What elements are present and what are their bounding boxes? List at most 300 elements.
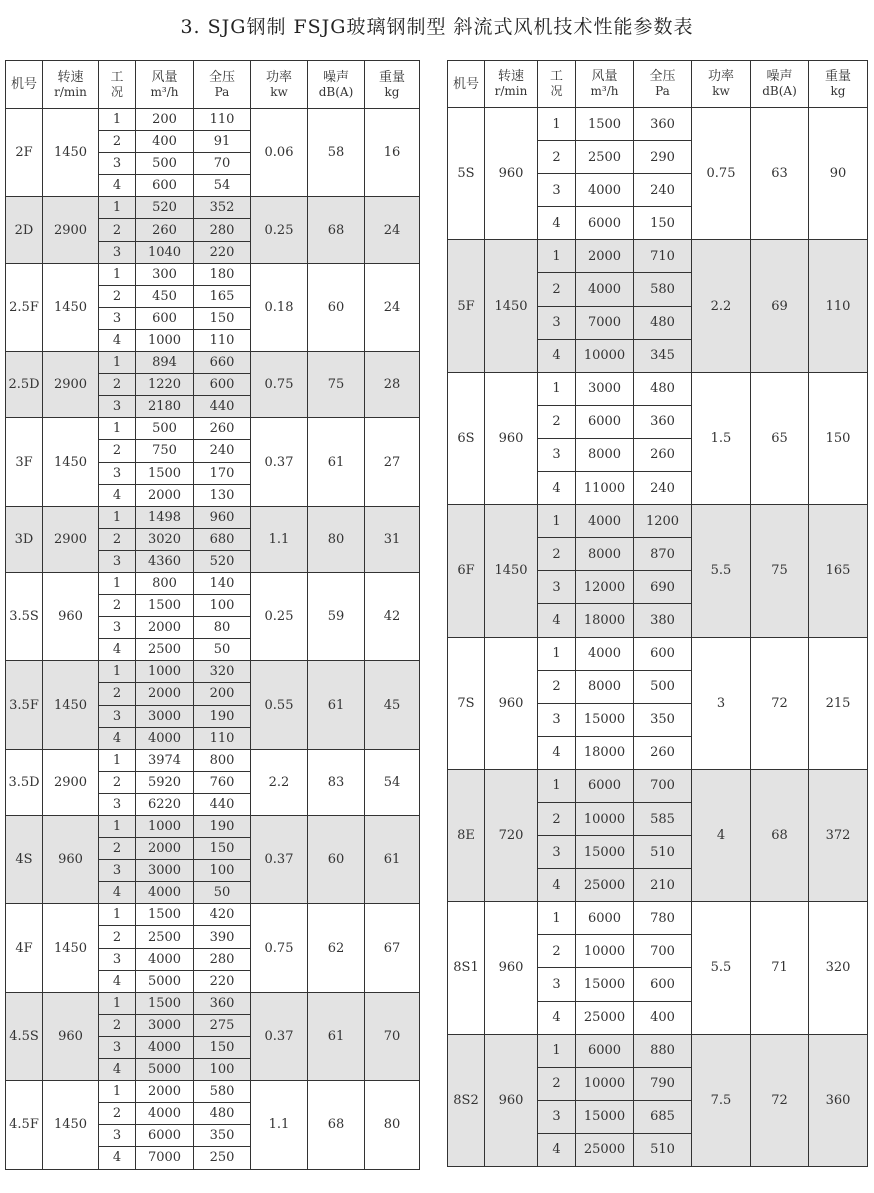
condition-cell: 1 xyxy=(99,816,136,838)
flow-cell: 6000 xyxy=(576,902,634,935)
header-label: 重量 xyxy=(378,69,405,85)
flow-cell: 12000 xyxy=(576,571,634,604)
header-speed xyxy=(485,61,538,108)
condition-cell: 1 xyxy=(99,197,136,219)
header-label: 功率 xyxy=(265,69,292,85)
flow-cell: 25000 xyxy=(576,1133,634,1166)
power-cell: 2.2 xyxy=(251,749,308,815)
flow-cell: 2000 xyxy=(136,617,194,639)
power-cell: 7.5 xyxy=(692,1034,751,1166)
header-label: 功率 xyxy=(707,69,734,84)
weight-cell: 70 xyxy=(365,992,420,1080)
header-unit: Pa xyxy=(214,84,230,99)
pressure-cell: 50 xyxy=(194,639,251,661)
condition-cell: 3 xyxy=(99,793,136,815)
condition-cell: 1 xyxy=(99,992,136,1014)
pressure-cell: 360 xyxy=(634,108,692,141)
table-row xyxy=(448,1034,868,1067)
pressure-cell: 240 xyxy=(634,174,692,207)
power-cell: 5.5 xyxy=(692,505,751,637)
flow-cell: 25000 xyxy=(576,869,634,902)
flow-cell: 6000 xyxy=(576,405,634,438)
header-label: 风量 xyxy=(151,69,178,85)
flow-cell: 800 xyxy=(136,572,194,594)
noise-cell: 69 xyxy=(751,240,809,372)
noise-cell: 80 xyxy=(308,506,365,572)
flow-cell: 300 xyxy=(136,263,194,285)
condition-cell: 4 xyxy=(99,970,136,992)
header-power xyxy=(251,61,308,109)
pressure-cell: 880 xyxy=(634,1034,692,1067)
model-cell: 4.5S xyxy=(6,992,43,1080)
condition-cell: 4 xyxy=(538,1001,576,1034)
flow-cell: 3974 xyxy=(136,749,194,771)
condition-cell: 2 xyxy=(538,538,576,571)
table-row xyxy=(448,637,868,670)
weight-cell: 215 xyxy=(809,637,868,769)
power-cell: 1.1 xyxy=(251,506,308,572)
pressure-cell: 290 xyxy=(634,141,692,174)
speed-cell: 960 xyxy=(485,372,538,504)
condition-cell: 3 xyxy=(538,174,576,207)
weight-cell: 45 xyxy=(365,661,420,749)
model-cell: 4F xyxy=(6,904,43,992)
flow-cell: 3000 xyxy=(136,860,194,882)
model-cell: 2.5D xyxy=(6,352,43,418)
pressure-cell: 210 xyxy=(634,869,692,902)
condition-cell: 3 xyxy=(538,306,576,339)
flow-cell: 15000 xyxy=(576,968,634,1001)
flow-cell: 18000 xyxy=(576,604,634,637)
noise-cell: 63 xyxy=(751,108,809,240)
weight-cell: 165 xyxy=(809,505,868,637)
flow-cell: 1000 xyxy=(136,816,194,838)
condition-cell: 1 xyxy=(538,240,576,273)
pressure-cell: 320 xyxy=(194,661,251,683)
flow-cell: 5000 xyxy=(136,970,194,992)
header-weight xyxy=(809,61,868,108)
power-cell: 0.06 xyxy=(251,109,308,197)
pressure-cell: 150 xyxy=(634,207,692,240)
flow-cell: 8000 xyxy=(576,538,634,571)
weight-cell: 24 xyxy=(365,263,420,351)
condition-cell: 4 xyxy=(538,207,576,240)
condition-cell: 2 xyxy=(538,141,576,174)
flow-cell: 2000 xyxy=(136,683,194,705)
weight-cell: 80 xyxy=(365,1081,420,1169)
pressure-cell: 480 xyxy=(634,306,692,339)
flow-cell: 6220 xyxy=(136,793,194,815)
condition-cell: 2 xyxy=(99,771,136,793)
condition-cell: 4 xyxy=(538,339,576,372)
flow-cell: 18000 xyxy=(576,736,634,769)
power-cell: 0.75 xyxy=(251,904,308,992)
pressure-cell: 400 xyxy=(634,1001,692,1034)
flow-cell: 4000 xyxy=(136,1036,194,1058)
noise-cell: 75 xyxy=(308,352,365,418)
flow-cell: 750 xyxy=(136,440,194,462)
condition-cell: 2 xyxy=(99,1014,136,1036)
noise-cell: 60 xyxy=(308,816,365,904)
model-cell: 5S xyxy=(448,108,485,240)
pressure-cell: 54 xyxy=(194,175,251,197)
table-row xyxy=(6,352,420,374)
flow-cell: 25000 xyxy=(576,1001,634,1034)
pressure-cell: 190 xyxy=(194,705,251,727)
condition-cell: 3 xyxy=(99,860,136,882)
noise-cell: 75 xyxy=(751,505,809,637)
flow-cell: 10000 xyxy=(576,339,634,372)
condition-cell: 3 xyxy=(538,836,576,869)
speed-cell: 960 xyxy=(485,637,538,769)
weight-cell: 24 xyxy=(365,197,420,263)
speed-cell: 1450 xyxy=(43,418,99,506)
power-cell: 4 xyxy=(692,769,751,901)
header-power xyxy=(692,61,751,108)
pressure-cell: 260 xyxy=(634,736,692,769)
power-cell: 0.25 xyxy=(251,197,308,263)
header-unit: 况 xyxy=(110,84,123,99)
condition-cell: 2 xyxy=(99,440,136,462)
speed-cell: 960 xyxy=(485,902,538,1034)
condition-cell: 2 xyxy=(99,285,136,307)
condition-cell: 1 xyxy=(538,108,576,141)
weight-cell: 27 xyxy=(365,418,420,506)
flow-cell: 2180 xyxy=(136,396,194,418)
power-cell: 1.5 xyxy=(692,372,751,504)
condition-cell: 4 xyxy=(99,484,136,506)
flow-cell: 5000 xyxy=(136,1059,194,1081)
noise-cell: 61 xyxy=(308,418,365,506)
condition-cell: 2 xyxy=(99,595,136,617)
header-unit: 况 xyxy=(550,84,563,98)
header-label: 机号 xyxy=(10,77,37,92)
flow-cell: 2500 xyxy=(136,926,194,948)
power-cell: 0.55 xyxy=(251,661,308,749)
condition-cell: 2 xyxy=(99,528,136,550)
model-cell: 2F xyxy=(6,109,43,197)
pressure-cell: 50 xyxy=(194,882,251,904)
flow-cell: 15000 xyxy=(576,836,634,869)
power-cell: 1.1 xyxy=(251,1081,308,1169)
condition-cell: 4 xyxy=(538,869,576,902)
condition-cell: 1 xyxy=(99,352,136,374)
pressure-cell: 275 xyxy=(194,1014,251,1036)
header-label: 噪声 xyxy=(322,69,349,85)
table-row xyxy=(6,661,420,683)
flow-cell: 4360 xyxy=(136,550,194,572)
noise-cell: 71 xyxy=(751,902,809,1034)
pressure-cell: 260 xyxy=(634,438,692,471)
condition-cell: 4 xyxy=(99,329,136,351)
header-flow xyxy=(136,61,194,109)
weight-cell: 67 xyxy=(365,904,420,992)
flow-cell: 8000 xyxy=(576,438,634,471)
table-row xyxy=(6,263,420,285)
flow-cell: 10000 xyxy=(576,935,634,968)
speed-cell: 1450 xyxy=(43,904,99,992)
model-cell: 7S xyxy=(448,637,485,769)
noise-cell: 60 xyxy=(308,263,365,351)
table-row xyxy=(448,372,868,405)
pressure-cell: 870 xyxy=(634,538,692,571)
condition-cell: 2 xyxy=(99,131,136,153)
pressure-cell: 150 xyxy=(194,838,251,860)
condition-cell: 2 xyxy=(538,273,576,306)
flow-cell: 3000 xyxy=(136,1014,194,1036)
pressure-cell: 100 xyxy=(194,1059,251,1081)
flow-cell: 894 xyxy=(136,352,194,374)
pressure-cell: 170 xyxy=(194,462,251,484)
pressure-cell: 390 xyxy=(194,926,251,948)
condition-cell: 3 xyxy=(99,1125,136,1147)
power-cell: 3 xyxy=(692,637,751,769)
condition-cell: 3 xyxy=(99,153,136,175)
header-model xyxy=(448,61,485,108)
flow-cell: 1040 xyxy=(136,241,194,263)
model-cell: 3.5S xyxy=(6,572,43,660)
condition-cell: 3 xyxy=(99,241,136,263)
condition-cell: 2 xyxy=(538,802,576,835)
flow-cell: 3020 xyxy=(136,528,194,550)
header-label: 全压 xyxy=(208,69,235,85)
weight-cell: 110 xyxy=(809,240,868,372)
condition-cell: 4 xyxy=(99,882,136,904)
condition-cell: 1 xyxy=(538,372,576,405)
flow-cell: 6000 xyxy=(576,207,634,240)
condition-cell: 4 xyxy=(99,639,136,661)
flow-cell: 1220 xyxy=(136,374,194,396)
condition-cell: 1 xyxy=(99,263,136,285)
table-row xyxy=(6,418,420,440)
noise-cell: 72 xyxy=(751,1034,809,1166)
pressure-cell: 70 xyxy=(194,153,251,175)
pressure-cell: 180 xyxy=(194,263,251,285)
power-cell: 2.2 xyxy=(692,240,751,372)
pressure-cell: 352 xyxy=(194,197,251,219)
model-cell: 6S xyxy=(448,372,485,504)
pressure-cell: 760 xyxy=(194,771,251,793)
pressure-cell: 440 xyxy=(194,396,251,418)
header-noise xyxy=(751,61,809,108)
pressure-cell: 200 xyxy=(194,683,251,705)
pressure-cell: 150 xyxy=(194,1036,251,1058)
table-row xyxy=(6,506,420,528)
weight-cell: 42 xyxy=(365,572,420,660)
flow-cell: 4000 xyxy=(576,505,634,538)
condition-cell: 3 xyxy=(538,703,576,736)
header-pressure xyxy=(634,61,692,108)
pressure-cell: 100 xyxy=(194,860,251,882)
table-row xyxy=(6,749,420,771)
speed-cell: 1450 xyxy=(43,109,99,197)
noise-cell: 72 xyxy=(751,637,809,769)
pressure-cell: 700 xyxy=(634,935,692,968)
condition-cell: 3 xyxy=(538,1100,576,1133)
pressure-cell: 660 xyxy=(194,352,251,374)
flow-cell: 10000 xyxy=(576,1067,634,1100)
pressure-cell: 100 xyxy=(194,595,251,617)
condition-cell: 2 xyxy=(99,219,136,241)
header-speed xyxy=(43,61,99,109)
pressure-cell: 350 xyxy=(634,703,692,736)
pressure-cell: 690 xyxy=(634,571,692,604)
condition-cell: 3 xyxy=(99,396,136,418)
flow-cell: 11000 xyxy=(576,472,634,505)
pressure-cell: 91 xyxy=(194,131,251,153)
condition-cell: 2 xyxy=(538,670,576,703)
table-row xyxy=(448,902,868,935)
flow-cell: 7000 xyxy=(136,1147,194,1169)
pressure-cell: 220 xyxy=(194,970,251,992)
speed-cell: 1450 xyxy=(485,505,538,637)
flow-cell: 1500 xyxy=(136,992,194,1014)
power-cell: 0.37 xyxy=(251,418,308,506)
pressure-cell: 350 xyxy=(194,1125,251,1147)
weight-cell: 16 xyxy=(365,109,420,197)
pressure-cell: 110 xyxy=(194,727,251,749)
table-row xyxy=(6,992,420,1014)
condition-cell: 1 xyxy=(538,769,576,802)
noise-cell: 62 xyxy=(308,904,365,992)
pressure-cell: 360 xyxy=(194,992,251,1014)
speed-cell: 1450 xyxy=(43,263,99,351)
speed-cell: 720 xyxy=(485,769,538,901)
noise-cell: 68 xyxy=(751,769,809,901)
header-label: 重量 xyxy=(824,69,851,84)
header-condition xyxy=(538,61,576,108)
weight-cell: 28 xyxy=(365,352,420,418)
pressure-cell: 685 xyxy=(634,1100,692,1133)
flow-cell: 6000 xyxy=(576,769,634,802)
condition-cell: 4 xyxy=(538,1133,576,1166)
header-label: 转速 xyxy=(57,69,84,85)
flow-cell: 2000 xyxy=(576,240,634,273)
condition-cell: 2 xyxy=(538,1067,576,1100)
weight-cell: 61 xyxy=(365,816,420,904)
flow-cell: 600 xyxy=(136,307,194,329)
pressure-cell: 600 xyxy=(194,374,251,396)
speed-cell: 960 xyxy=(485,1034,538,1166)
condition-cell: 1 xyxy=(538,637,576,670)
condition-cell: 1 xyxy=(99,1081,136,1103)
speed-cell: 1450 xyxy=(43,1081,99,1169)
flow-cell: 1500 xyxy=(136,595,194,617)
header-label: 工 xyxy=(549,69,563,84)
flow-cell: 1500 xyxy=(576,108,634,141)
flow-cell: 1000 xyxy=(136,329,194,351)
pressure-cell: 520 xyxy=(194,550,251,572)
speed-cell: 2900 xyxy=(43,506,99,572)
flow-cell: 450 xyxy=(136,285,194,307)
condition-cell: 4 xyxy=(538,736,576,769)
pressure-cell: 580 xyxy=(634,273,692,306)
power-cell: 0.37 xyxy=(251,992,308,1080)
header-unit: kw xyxy=(712,84,730,98)
pressure-cell: 700 xyxy=(634,769,692,802)
pressure-cell: 680 xyxy=(194,528,251,550)
noise-cell: 58 xyxy=(308,109,365,197)
condition-cell: 1 xyxy=(538,1034,576,1067)
pressure-cell: 250 xyxy=(194,1147,251,1169)
header-model xyxy=(6,61,43,109)
header-noise xyxy=(308,61,365,109)
speed-cell: 960 xyxy=(43,816,99,904)
condition-cell: 1 xyxy=(99,109,136,131)
flow-cell: 200 xyxy=(136,109,194,131)
flow-cell: 4000 xyxy=(576,174,634,207)
flow-cell: 4000 xyxy=(136,1103,194,1125)
pressure-cell: 140 xyxy=(194,572,251,594)
condition-cell: 4 xyxy=(538,472,576,505)
pressure-cell: 380 xyxy=(634,604,692,637)
header-unit: kg xyxy=(384,84,400,99)
table-row xyxy=(6,197,420,219)
condition-cell: 3 xyxy=(99,462,136,484)
header-label: 全压 xyxy=(649,69,676,84)
model-cell: 8S1 xyxy=(448,902,485,1034)
weight-cell: 150 xyxy=(809,372,868,504)
flow-cell: 4000 xyxy=(136,727,194,749)
weight-cell: 31 xyxy=(365,506,420,572)
spec-table-left xyxy=(5,60,420,1170)
pressure-cell: 240 xyxy=(634,472,692,505)
flow-cell: 3000 xyxy=(136,705,194,727)
flow-cell: 5920 xyxy=(136,771,194,793)
pressure-cell: 110 xyxy=(194,109,251,131)
condition-cell: 3 xyxy=(99,550,136,572)
model-cell: 8S2 xyxy=(448,1034,485,1166)
flow-cell: 260 xyxy=(136,219,194,241)
noise-cell: 68 xyxy=(308,197,365,263)
flow-cell: 2000 xyxy=(136,484,194,506)
condition-cell: 1 xyxy=(538,902,576,935)
pressure-cell: 500 xyxy=(634,670,692,703)
pressure-cell: 240 xyxy=(194,440,251,462)
condition-cell: 3 xyxy=(538,968,576,1001)
condition-cell: 2 xyxy=(538,405,576,438)
power-cell: 0.75 xyxy=(251,352,308,418)
power-cell: 0.25 xyxy=(251,572,308,660)
table-row xyxy=(6,816,420,838)
condition-cell: 3 xyxy=(99,705,136,727)
header-unit: kg xyxy=(830,84,846,98)
condition-cell: 2 xyxy=(99,683,136,705)
condition-cell: 2 xyxy=(99,926,136,948)
table-row xyxy=(6,109,420,131)
noise-cell: 61 xyxy=(308,992,365,1080)
pressure-cell: 110 xyxy=(194,329,251,351)
weight-cell: 90 xyxy=(809,108,868,240)
header-row xyxy=(448,61,868,108)
speed-cell: 2900 xyxy=(43,197,99,263)
header-unit: kw xyxy=(270,84,288,99)
condition-cell: 1 xyxy=(99,572,136,594)
model-cell: 3D xyxy=(6,506,43,572)
page-title: 3. SJG钢制 FSJG玻璃钢制型 斜流式风机技术性能参数表 xyxy=(180,16,694,38)
flow-cell: 1500 xyxy=(136,462,194,484)
flow-cell: 4000 xyxy=(576,637,634,670)
flow-cell: 4000 xyxy=(136,948,194,970)
pressure-cell: 280 xyxy=(194,219,251,241)
speed-cell: 960 xyxy=(485,108,538,240)
header-unit: m³/h xyxy=(150,84,179,99)
pressure-cell: 440 xyxy=(194,793,251,815)
flow-cell: 7000 xyxy=(576,306,634,339)
model-cell: 3.5D xyxy=(6,749,43,815)
pressure-cell: 800 xyxy=(194,749,251,771)
model-cell: 6F xyxy=(448,505,485,637)
